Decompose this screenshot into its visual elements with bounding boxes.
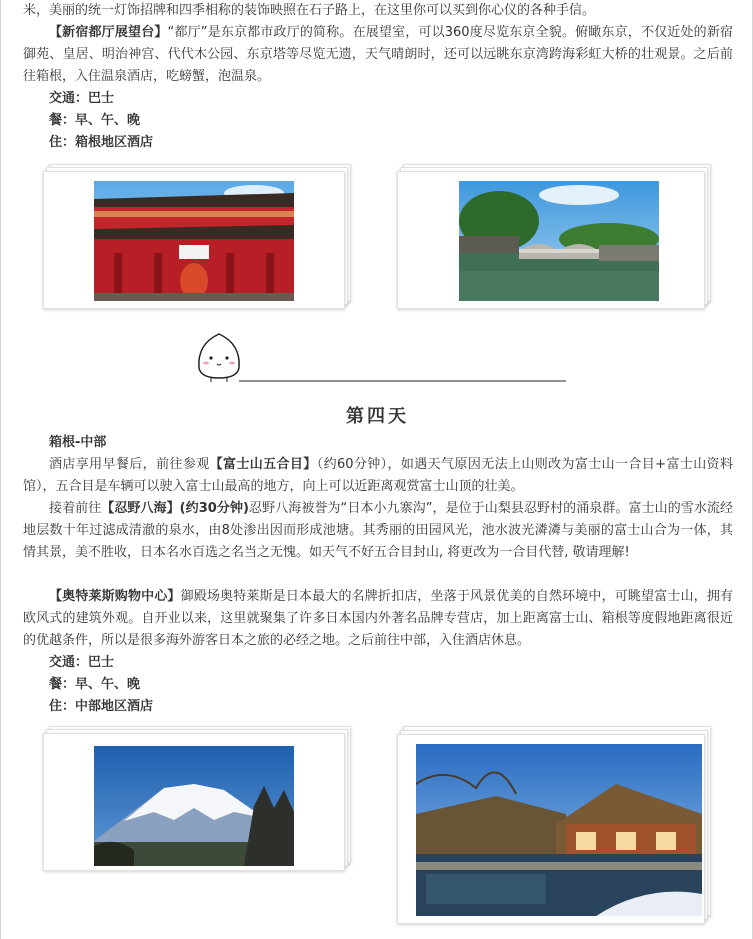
rice-ball-mascot-icon [191, 326, 571, 386]
oshino-paragraph: 接着前往【忍野八海】(约30分钟)忍野八海被誉为“日本小九寨沟”，是位于山梨县忍野村的涌泉群。富士山的雪水流经地层数十年过滤成清澈的泉水，由8处渗出因而形成池塘。其秀丽的田园风光，池水波光潾潾与美丽的富士山合为一体，其情其景，美不胜收，日本名水百选之名当之无愧。如天气不好五合目封山, 将更改为一合目代替, 敬请理解! [23, 501, 733, 560]
shinjuku-spot-title: 【新宿都厅展望台】 [49, 25, 168, 40]
intro-text: 米，美丽的统一灯饰招牌和四季相称的装饰映照在石子路上，在这里你可以买到你心仪的各种手信。 [23, 3, 596, 18]
mount-fuji-photo [94, 746, 294, 866]
day4-meals: 餐：早、午、晚 [49, 677, 141, 692]
bridge-moat-photo [459, 181, 659, 301]
day3-hotel: 住：箱根地区酒店 [49, 135, 154, 150]
mount-fuji-frame [43, 726, 359, 876]
oshino-village-frame [397, 726, 713, 926]
temple-gate-frame [43, 164, 359, 314]
shinjuku-paragraph [23, 22, 733, 88]
day3-transport: 交通：巴士 [49, 91, 115, 106]
day3-meals: 餐：早、午、晚 [49, 113, 141, 128]
day4-route: 箱根-中部 [49, 435, 107, 450]
intro-text-line [23, 0, 733, 22]
outlet-spot-title: 【奥特莱斯购物中心】 [49, 589, 181, 604]
oshino-spot-title: 【忍野八海】(约30分钟) [101, 501, 249, 516]
fuji-paragraph: 酒店享用早餐后，前往参观【富士山五合目】（约60分钟），如遇天气原因无法上山则改为富士山一合目+富士山资料馆），五合目是车辆可以驶入富士山最高的地方，向上可以近距离观赏富士山顶的壮美。 [23, 457, 733, 494]
day4-hotel: 住：中部地区酒店 [49, 699, 154, 714]
oshino-village-photo [416, 744, 702, 916]
bridge-moat-frame [397, 164, 713, 314]
temple-gate-photo [94, 181, 294, 301]
day4-transport: 交通：巴士 [49, 655, 115, 670]
day4-title: 第四天 [346, 406, 409, 427]
section-divider [191, 326, 571, 386]
shinjuku-body: “都厅”是东京都市政厅的简称。在展望室，可以360度尽览东京全貌。俯瞰东京，不仅近处的新宿御苑、皇居、明治神宫、代代木公园、东京塔等尽览无遗，天气晴朗时，还可以远眺东京湾跨海彩虹大桥的壮观景。之后前往箱根，入住温泉酒店，吃螃蟹，泡温泉。 [23, 25, 733, 84]
outlet-paragraph: 【奥特莱斯购物中心】御殿场奥特莱斯是日本最大的名牌折扣店，坐落于风景优美的自然环境中，可眺望富士山，拥有欧风式的建筑外观。自开业以来，这里就聚集了许多日本国内外著名品牌专营店，加上距离富士山、箱根等度假地距离很近的优越条件，所以是很多海外游客日本之旅的必经之地。之后前往中部，入住酒店休息。 [23, 589, 733, 648]
fuji-spot-title: 【富士山五合目】 [209, 457, 317, 472]
